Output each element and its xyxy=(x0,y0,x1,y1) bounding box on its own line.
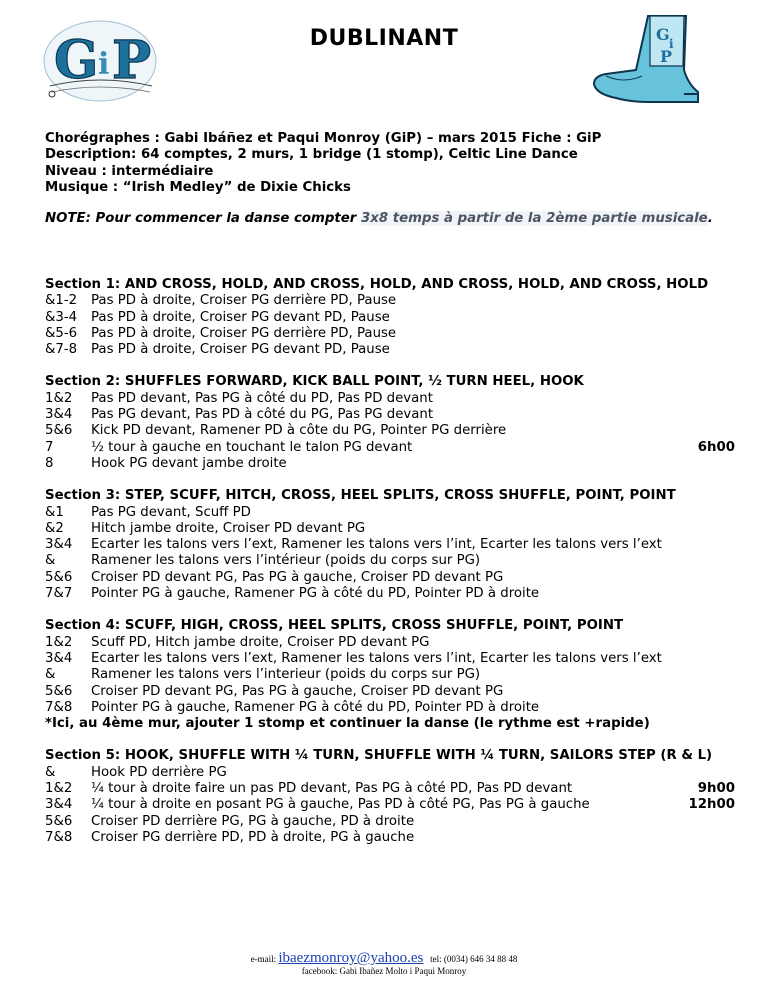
wall-clock xyxy=(665,293,735,309)
step-row xyxy=(45,521,735,537)
step-row xyxy=(45,586,735,602)
step-sections xyxy=(45,277,735,862)
step-row xyxy=(45,635,735,651)
wall-4-note: *Ici, au 4ème mur, ajouter 1 stomp et continuer la danse (le rythme est +rapide) xyxy=(45,716,650,732)
step-description: Pas PD à droite, Croiser PG derrière PD, Pause xyxy=(91,293,397,309)
step-count: & xyxy=(45,764,56,780)
step-row xyxy=(45,456,735,472)
step-description: Ramener les talons vers l’interieur (poids du corps sur PG) xyxy=(91,667,481,683)
step-description: Pas PD devant, Pas PG à côté du PD, Pas PD devant xyxy=(91,390,433,406)
step-count: &3-4 xyxy=(45,309,78,325)
contact-footer xyxy=(0,952,768,977)
section-title: Section 2: SHUFFLES FORWARD, KICK BALL POINT, ½ TURN HEEL, HOOK xyxy=(45,374,584,390)
step-row xyxy=(45,781,735,797)
step-row xyxy=(45,326,735,342)
section-2 xyxy=(45,374,735,472)
step-row xyxy=(45,505,735,521)
step-row xyxy=(45,765,735,781)
step-description: Pas PG devant, Pas PD à côté du PG, Pas PG devant xyxy=(91,407,434,423)
wall-clock: 6h00 xyxy=(697,439,735,455)
wall-clock xyxy=(665,326,735,342)
wall-clock xyxy=(665,310,735,326)
wall-clock xyxy=(665,342,735,358)
wall-clock xyxy=(665,407,735,423)
step-row xyxy=(45,407,735,423)
step-count: 1&2 xyxy=(45,781,73,797)
wall-clock: 12h00 xyxy=(688,797,735,813)
section-5 xyxy=(45,748,735,846)
email-link[interactable]: ibaezmonroy@yahoo.es xyxy=(278,950,424,966)
step-row xyxy=(45,684,735,700)
step-row xyxy=(45,391,735,407)
svg-text:P: P xyxy=(112,30,152,91)
step-description: Pointer PG à gauche, Ramener PG à côté du PD, Pointer PD à droite xyxy=(91,699,540,715)
wall-clock xyxy=(665,391,735,407)
music-line: Musique : “Irish Medley” de Dixie Chicks xyxy=(45,179,351,195)
contact-line xyxy=(0,952,768,965)
step-description: Hook PD derrière PG xyxy=(91,764,227,780)
wall-clock xyxy=(665,684,735,700)
wall-clock xyxy=(665,830,735,846)
step-description: Ecarter les talons vers l’ext, Ramener les talons vers l’int, Ecarter les talons vers l’ext xyxy=(91,537,662,553)
note-highlight: 3x8 temps à partir de la 2ème partie musicale xyxy=(361,211,708,227)
wall-clock xyxy=(665,814,735,830)
step-description: Ramener les talons vers l’intérieur (poids du corps sur PG) xyxy=(91,553,481,569)
step-row xyxy=(45,553,735,569)
step-count: &1-2 xyxy=(45,293,78,309)
step-row xyxy=(45,440,735,456)
step-description: Pas PG devant, Scuff PD xyxy=(91,504,251,520)
step-row xyxy=(45,667,735,683)
wall-clock xyxy=(665,651,735,667)
step-description: Ecarter les talons vers l’ext, Ramener les talons vers l’int, Ecarter les talons vers l’ext xyxy=(91,650,662,666)
section-1 xyxy=(45,277,735,358)
step-row xyxy=(45,700,735,716)
step-count: 3&4 xyxy=(45,407,73,423)
step-count: 8 xyxy=(45,455,54,471)
cowboy-boot-icon xyxy=(590,10,702,110)
step-count: 5&6 xyxy=(45,569,73,585)
step-row xyxy=(45,830,735,846)
step-row xyxy=(45,293,735,309)
step-row xyxy=(45,651,735,667)
step-description: Pas PD à droite, Croiser PG derrière PD, Pause xyxy=(91,325,397,341)
step-count: 7&7 xyxy=(45,586,73,602)
step-count: 5&6 xyxy=(45,813,73,829)
section-title: Section 5: HOOK, SHUFFLE WITH ¼ TURN, SHUFFLE WITH ¼ TURN, SAILORS STEP (R & L) xyxy=(45,748,713,764)
section-title: Section 3: STEP, SCUFF, HITCH, CROSS, HEEL SPLITS, CROSS SHUFFLE, POINT, POINT xyxy=(45,488,676,504)
level-line: Niveau : intermédiaire xyxy=(45,163,214,179)
section-4 xyxy=(45,618,735,732)
step-row xyxy=(45,310,735,326)
step-description: Pas PD à droite, Croiser PG devant PD, Pause xyxy=(91,342,390,358)
step-row xyxy=(45,797,735,813)
facebook-line: facebook: Gabi Ibañez Molto i Paqui Monroy xyxy=(301,966,467,976)
step-row xyxy=(45,537,735,553)
step-count: 7 xyxy=(45,439,54,455)
svg-text:G: G xyxy=(54,30,99,91)
step-description: Hitch jambe droite, Croiser PD devant PG xyxy=(91,520,366,536)
note-prefix: NOTE: Pour commencer la danse compter xyxy=(45,211,361,227)
wall-clock xyxy=(665,423,735,439)
step-description: ½ tour à gauche en touchant le talon PG devant xyxy=(91,439,413,455)
step-count: &5-6 xyxy=(45,325,78,341)
step-count: &2 xyxy=(45,520,64,536)
step-description: Croiser PD devant PG, Pas PG à gauche, Croiser PD devant PG xyxy=(91,569,504,585)
wall-clock: 9h00 xyxy=(697,781,735,797)
wall-clock xyxy=(665,456,735,472)
step-count: 7&8 xyxy=(45,829,73,845)
step-description: ¼ tour à droite en posant PG à gauche, Pas PD à côté PG, Pas PG à gauche xyxy=(91,797,590,813)
section-title: Section 4: SCUFF, HIGH, CROSS, HEEL SPLITS, CROSS SHUFFLE, POINT, POINT xyxy=(45,618,624,634)
step-count: 3&4 xyxy=(45,797,73,813)
step-description: Hook PG devant jambe droite xyxy=(91,455,287,471)
phone-number: tel: (0034) 646 34 88 48 xyxy=(430,954,518,964)
step-count: 1&2 xyxy=(45,634,73,650)
wall-clock xyxy=(665,570,735,586)
start-note xyxy=(45,211,735,226)
step-count: & xyxy=(45,553,56,569)
page-title: DUBLINANT xyxy=(309,26,459,51)
step-row xyxy=(45,570,735,586)
wall-clock xyxy=(665,521,735,537)
step-row xyxy=(45,342,735,358)
wall-clock xyxy=(665,667,735,683)
choreographers-line: Chorégraphes : Gabi Ibáñez et Paqui Monroy (GiP) – mars 2015 Fiche : GiP xyxy=(45,131,602,146)
step-count: &7-8 xyxy=(45,342,78,358)
step-count: & xyxy=(45,667,56,683)
description-line: Description: 64 comptes, 2 murs, 1 bridge (1 stomp), Celtic Line Dance xyxy=(45,147,578,163)
svg-text:G: G xyxy=(656,25,670,44)
step-description: Pas PD à droite, Croiser PG devant PD, Pause xyxy=(91,309,390,325)
wall-clock xyxy=(665,553,735,569)
step-count: &1 xyxy=(45,504,64,520)
svg-text:i: i xyxy=(669,37,674,51)
wall-clock xyxy=(665,700,735,716)
step-description: Croiser PG derrière PD, PD à droite, PG à gauche xyxy=(91,829,415,845)
section-title: Section 1: AND CROSS, HOLD, AND CROSS, HOLD, AND CROSS, HOLD, AND CROSS, HOLD xyxy=(45,277,709,292)
step-description: Pointer PG à gauche, Ramener PG à côté du PD, Pointer PD à droite xyxy=(91,586,540,602)
wall-clock xyxy=(665,765,735,781)
wall-clock xyxy=(665,586,735,602)
svg-text:P: P xyxy=(660,47,673,66)
step-description: Croiser PD derrière PG, PG à gauche, PD à droite xyxy=(91,813,415,829)
wall-clock xyxy=(665,635,735,651)
step-count: 3&4 xyxy=(45,537,73,553)
email-label: e-mail: xyxy=(250,954,279,964)
step-description: Kick PD devant, Ramener PD à côte du PG, Pointer PG derrière xyxy=(91,423,507,439)
svg-text:i: i xyxy=(98,47,110,82)
wall-clock xyxy=(665,505,735,521)
wall-clock xyxy=(665,537,735,553)
step-count: 7&8 xyxy=(45,699,73,715)
note-suffix: . xyxy=(707,211,713,227)
step-row xyxy=(45,423,735,439)
step-count: 5&6 xyxy=(45,683,73,699)
dance-info xyxy=(45,131,735,226)
step-description: Scuff PD, Hitch jambe droite, Croiser PD devant PG xyxy=(91,634,430,650)
step-count: 5&6 xyxy=(45,423,73,439)
step-description: Croiser PD devant PG, Pas PG à gauche, Croiser PD devant PG xyxy=(91,683,504,699)
step-count: 3&4 xyxy=(45,650,73,666)
step-row xyxy=(45,814,735,830)
section-3 xyxy=(45,488,735,602)
step-description: ¼ tour à droite faire un pas PD devant, Pas PG à côté PD, Pas PD devant xyxy=(91,781,573,797)
step-count: 1&2 xyxy=(45,390,73,406)
